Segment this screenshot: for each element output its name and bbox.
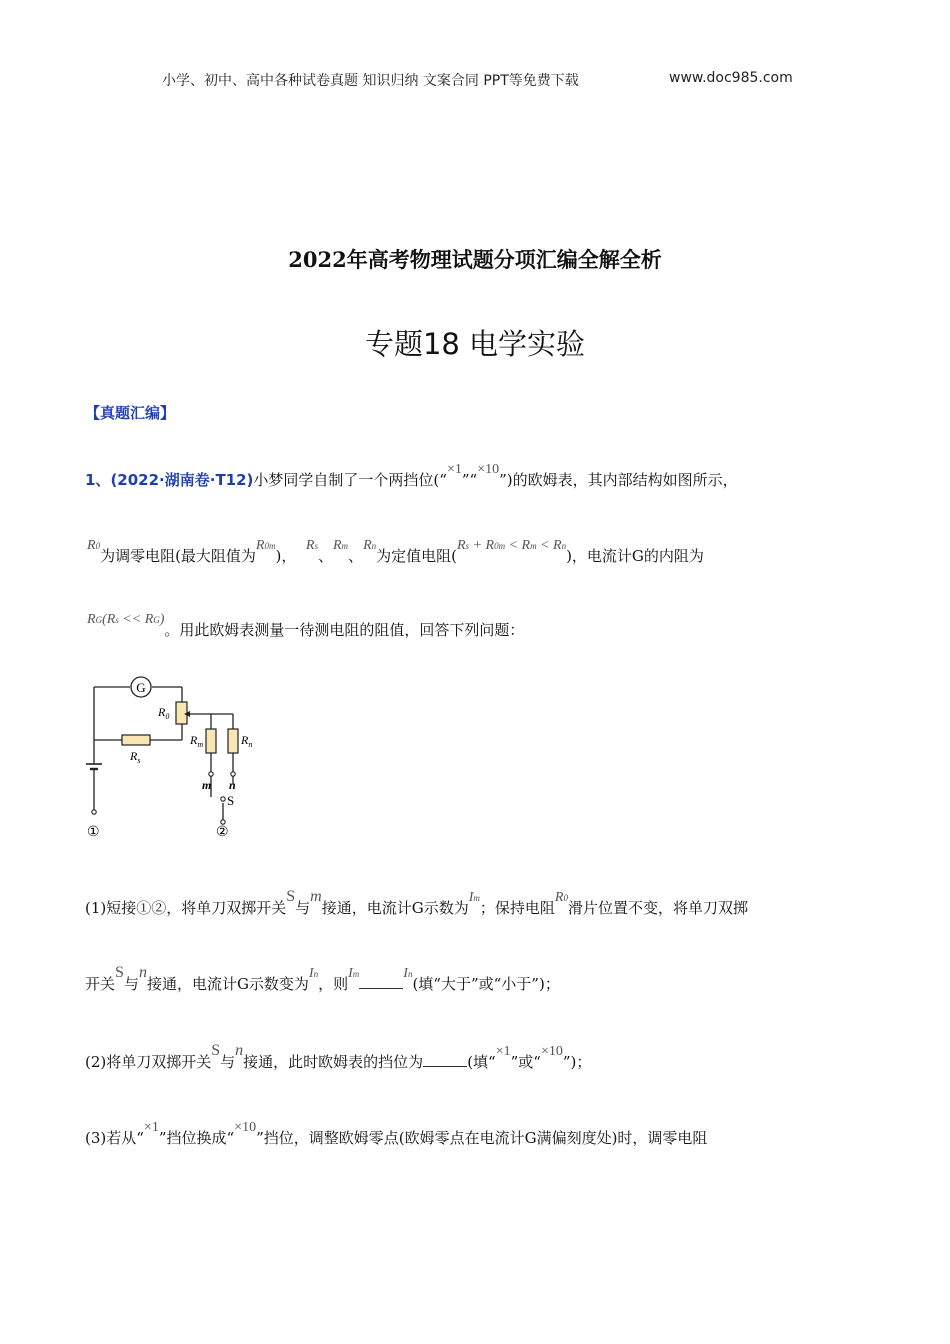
text: 接通，电流计G示数变为 [146, 975, 309, 993]
math-in: In [308, 966, 319, 981]
part-1-line-2 [85, 964, 560, 996]
text: 为调零电阻(最大阻值为 [100, 547, 256, 565]
rs-resistor [122, 735, 150, 745]
math-rg: RG(Rs << RG) [87, 612, 165, 627]
text: (填“ [467, 1053, 496, 1071]
math-in2: In [403, 966, 413, 981]
math-inequality: Rs + R0m < Rm < Rn [456, 538, 567, 553]
text: 开关 [85, 975, 116, 993]
text: 接通，电流计G示数为 [321, 899, 469, 917]
n-contact-label: n [229, 778, 236, 792]
header-right: www.doc985.com [669, 70, 793, 86]
text: 滑片位置不变，将单刀双掷 [567, 899, 748, 917]
math-x10: ×10 [540, 1044, 563, 1059]
header-left: 小学、初中、高中各种试卷真题 知识归纳 文案合同 PPT等免费下载 [162, 73, 579, 89]
terminal-2-label: ② [216, 825, 229, 840]
math-rs: Rs [305, 538, 318, 553]
math-x1: ×1 [495, 1044, 511, 1059]
math-im: Im [468, 890, 480, 905]
part-3 [85, 1120, 708, 1150]
math-m: m [310, 888, 322, 905]
text: 。用此欧姆表测量一待测电阻的阻值，回答下列问题： [164, 621, 525, 639]
circuit-diagram [80, 672, 270, 844]
text: ”挡位换成“ [158, 1129, 235, 1147]
galvanometer-label: G [136, 680, 146, 695]
answer-blank-1[interactable] [359, 974, 403, 989]
terminal-1-label: ① [87, 825, 100, 840]
math-rn: Rn [363, 538, 377, 553]
page-subtitle: 专题18 电学实验 [364, 327, 586, 361]
text: ，则 [318, 975, 349, 993]
text: ”)； [562, 1053, 592, 1071]
text: (填“大于”或“小于”)； [412, 975, 560, 993]
rn-resistor [228, 729, 238, 753]
rn-label: $R_n$ [241, 733, 253, 749]
math-n: n [235, 1042, 244, 1059]
r0-label: $R_0$ [158, 705, 170, 721]
question-line-2 [87, 538, 704, 568]
part-2 [85, 1042, 592, 1074]
text: 、 [348, 547, 364, 565]
section-label: 【真题汇编】 [85, 404, 176, 422]
math-x1: ×1 [446, 462, 462, 477]
math-x10: ×10 [477, 462, 500, 477]
rm-resistor [206, 729, 216, 753]
text: ；保持电阻 [479, 899, 555, 917]
math-r0: R0 [554, 890, 568, 905]
answer-blank-2[interactable] [423, 1052, 467, 1067]
text: 为定值电阻( [376, 547, 457, 565]
text: 与 [123, 975, 139, 993]
math-r0: R0 [87, 538, 101, 553]
math-n: n [138, 964, 147, 981]
question-number: 1、 [85, 471, 111, 489]
math-im: Im [348, 966, 360, 981]
question-line-3 [87, 612, 525, 642]
math-s: S [286, 888, 296, 905]
page-title: 2022年高考物理试题分项汇编全解全析 [288, 247, 662, 272]
question-line-1 [85, 462, 738, 492]
text: )，电流计G的内阻为 [566, 547, 704, 565]
math-x10: ×10 [234, 1120, 257, 1135]
text: ”或“ [510, 1053, 541, 1071]
text: ”)的欧姆表，其内部结构如图所示， [499, 471, 738, 489]
text: ”挡位，调整欧姆零点(欧姆零点在电流计G满偏刻度处)时，调零电阻 [256, 1129, 708, 1147]
text: (1)短接①②，将单刀双掷开关 [85, 899, 287, 917]
math-x1: ×1 [143, 1120, 159, 1135]
rm-label: $R_m$ [190, 733, 204, 749]
text: 、 [317, 547, 333, 565]
switch-label: S [227, 793, 235, 808]
math-r0m: R0m [255, 538, 276, 553]
question-source: (2022·湖南卷·T12) [110, 471, 254, 489]
math-s: S [211, 1042, 221, 1059]
text: (2)将单刀双掷开关 [85, 1053, 212, 1071]
text: 接通，此时欧姆表的挡位为 [243, 1053, 424, 1071]
math-rm: Rm [332, 538, 349, 553]
rs-label: $R_s$ [130, 749, 141, 765]
m-contact-label: m [202, 778, 212, 792]
r0-resistor [176, 702, 187, 724]
text: )， [275, 547, 297, 565]
part-1-line-1 [85, 888, 748, 920]
math-s: S [115, 964, 124, 981]
text: 与 [295, 899, 311, 917]
text: 小梦同学自制了一个两挡位(“ [253, 471, 447, 489]
text: ”“ [461, 471, 478, 489]
text: (3)若从“ [85, 1129, 144, 1147]
text: 与 [220, 1053, 236, 1071]
